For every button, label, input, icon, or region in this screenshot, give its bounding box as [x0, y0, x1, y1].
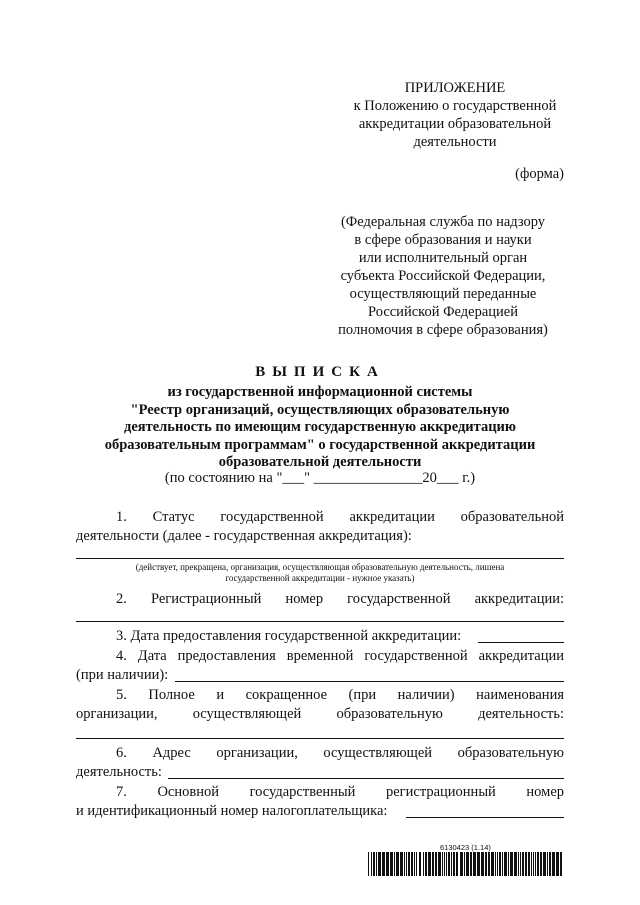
- barcode-number: 6130423 (1.14): [440, 843, 491, 852]
- appendix-line: деятельности: [413, 134, 497, 150]
- note-line: (действует, прекращена, организация, осуществляющая образовательную деятельность, лишена: [135, 562, 505, 572]
- item-1-line-2: деятельности (далее - государственная аккредитация):: [76, 528, 412, 544]
- subtitle-line: "Реестр организаций, осуществляющих образовательную: [130, 401, 510, 418]
- fill-line: [76, 621, 564, 622]
- fill-line: [76, 738, 564, 739]
- appendix-line: аккредитации образовательной: [358, 116, 552, 132]
- item-1-note: [76, 562, 564, 584]
- item-6-line-2: деятельность:: [76, 764, 162, 780]
- appendix-line: к Положению о государственной: [353, 98, 557, 114]
- note-line: государственной аккредитации - нужное указать): [225, 573, 415, 583]
- authority-line: осуществляющий переданные: [349, 286, 537, 302]
- appendix-header: [340, 79, 570, 151]
- item-7-line-2: и идентификационный номер налогоплательщика:: [76, 803, 388, 819]
- authority-line: полномочия в сфере образования): [338, 322, 548, 338]
- item-7-line-1: 7. Основной государственный регистрационный номер: [116, 784, 564, 800]
- document-title: ВЫПИСКА: [255, 364, 385, 380]
- document-subtitle: [76, 384, 564, 472]
- fill-line: [175, 681, 564, 682]
- form-label: (форма): [515, 166, 564, 182]
- item-6-line-1: 6. Адрес организации, осуществляющей образовательную: [116, 745, 564, 761]
- subtitle-line: деятельность по имеющим государственную аккредитацию: [124, 419, 516, 435]
- fill-line: [406, 817, 564, 818]
- appendix-title: ПРИЛОЖЕНИЕ: [404, 80, 506, 96]
- item-2: 2. Регистрационный номер государственной аккредитации:: [116, 591, 564, 607]
- authority-line: субъекта Российской Федерации,: [340, 268, 546, 284]
- fill-line: [168, 778, 564, 779]
- subtitle-line: образовательной деятельности: [218, 454, 422, 470]
- fill-line: [478, 642, 564, 643]
- authority-line: или исполнительный орган: [358, 250, 528, 266]
- subtitle-line: из государственной информационной системы: [167, 384, 473, 400]
- authority-line: Российской Федерацией: [368, 304, 518, 320]
- authority-block: [318, 213, 568, 339]
- fill-line: [76, 558, 564, 559]
- date-line: (по состоянию на "___" _______________20___ г.): [164, 470, 476, 486]
- item-1-line-1: 1. Статус государственной аккредитации образовательной: [116, 509, 564, 525]
- item-4-line-1: 4. Дата предоставления временной государственной аккредитации: [116, 648, 564, 664]
- item-3: 3. Дата предоставления государственной аккредитации:: [116, 628, 462, 644]
- authority-line: (Федеральная служба по надзору: [340, 214, 546, 230]
- barcode-image: [368, 852, 564, 876]
- item-4-line-2: (при наличии):: [76, 667, 169, 683]
- item-5-line-2: организации, осуществляющей образовательную деятельность:: [76, 706, 564, 722]
- subtitle-line: образовательным программам" о государственной аккредитации: [104, 436, 536, 453]
- item-5-line-1: 5. Полное и сокращенное (при наличии) наименования: [116, 687, 564, 703]
- authority-line: в сфере образования и науки: [354, 232, 532, 248]
